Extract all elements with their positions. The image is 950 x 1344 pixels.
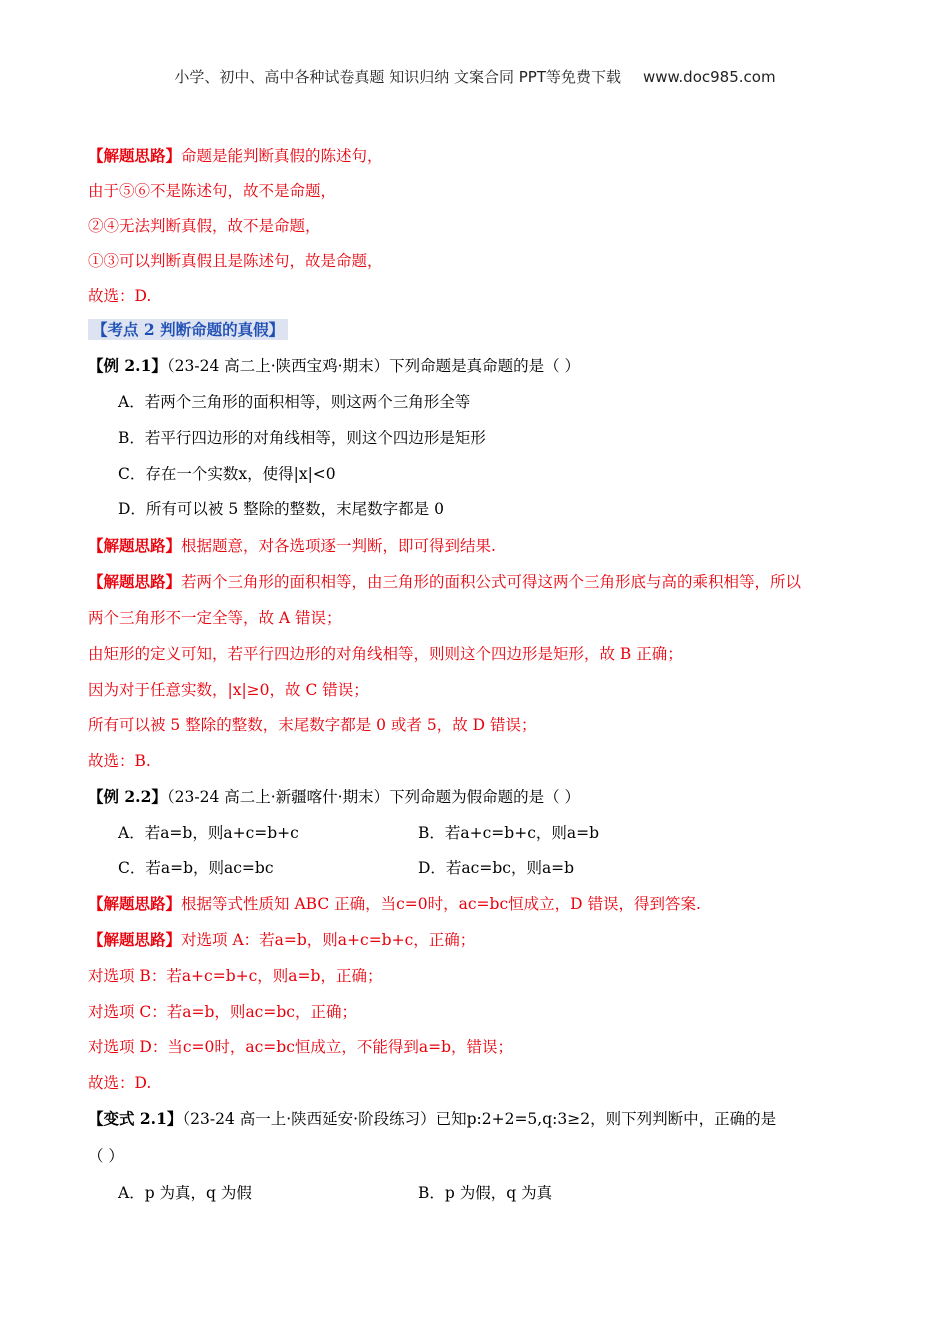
example-question xyxy=(88,355,580,377)
solution-line: ①③可以判断真假且是陈述句，故是命题， xyxy=(88,252,383,270)
option-a: A．若a=b，则a+c=b+c xyxy=(118,824,299,842)
solution-line xyxy=(88,535,496,557)
header-text: 小学、初中、高中各种试卷真题 知识归纳 文案合同 PPT等免费下载 xyxy=(174,68,621,86)
question-text: （23-24 高二上·新疆喀什·期末）下列命题为假命题的是（ ） xyxy=(166,788,581,806)
solution-line: 因为对于任意实数，|x|≥0，故 C 错误； xyxy=(88,681,369,699)
kaodian-label: 【考点 2 判断命题的真假】 xyxy=(88,319,288,340)
solution-line: 两个三角形不一定全等，故 A 错误； xyxy=(88,609,342,627)
option-c: C．若a=b，则ac=bc xyxy=(118,859,274,877)
solution-text: 根据题意，对各选项逐一判断，即可得到结果. xyxy=(181,537,496,555)
solution-line: 对选项 C：若a=b，则ac=bc，正确； xyxy=(88,1003,357,1021)
solution-line xyxy=(88,145,383,167)
option-b: B．若平行四边形的对角线相等，则这个四边形是矩形 xyxy=(118,429,486,447)
solution-text: 根据等式性质知 ABC 正确，当c=0时，ac=bc恒成立，D 错误，得到答案. xyxy=(181,895,701,913)
option-b: B．若a+c=b+c，则a=b xyxy=(418,824,600,842)
solution-text: 命题是能判断真假的陈述句， xyxy=(181,147,383,165)
question-text: （23-24 高一上·陕西延安·阶段练习）已知p:2+2=5,q:3≥2，则下列判断中，正确的是 xyxy=(182,1110,777,1128)
solution-tag: 【解题思路】 xyxy=(88,536,182,555)
option-d: D．所有可以被 5 整除的整数，末尾数字都是 0 xyxy=(118,500,444,518)
solution-line: 由矩形的定义可知，若平行四边形的对角线相等，则则这个四边形是矩形，故 B 正确； xyxy=(88,645,683,663)
page-header xyxy=(0,66,950,87)
example-tag: 【例 2.2】 xyxy=(88,787,167,806)
option-a: A．p 为真，q 为假 xyxy=(118,1184,252,1202)
kaodian-heading xyxy=(88,319,288,341)
solution-line: 由于⑤⑥不是陈述句，故不是命题， xyxy=(88,182,337,200)
solution-line xyxy=(88,893,701,915)
solution-line xyxy=(88,929,475,951)
question-paren: （ ） xyxy=(88,1147,124,1165)
solution-line: 故选：D. xyxy=(88,1074,152,1092)
option-c: C．存在一个实数x，使得|x|<0 xyxy=(118,465,336,483)
variant-question xyxy=(88,1108,776,1130)
solution-line xyxy=(88,571,801,593)
solution-line: 对选项 B：若a+c=b+c，则a=b，正确； xyxy=(88,967,383,985)
option-d: D．若ac=bc，则a=b xyxy=(418,859,575,877)
solution-line: 所有可以被 5 整除的整数，末尾数字都是 0 或者 5，故 D 错误； xyxy=(88,716,537,734)
solution-line: 故选：D. xyxy=(88,287,152,305)
option-a: A．若两个三角形的面积相等，则这两个三角形全等 xyxy=(118,393,471,411)
solution-tag: 【解题思路】 xyxy=(88,930,182,949)
option-b: B．p 为假，q 为真 xyxy=(418,1184,553,1202)
solution-text: 若两个三角形的面积相等，由三角形的面积公式可得这两个三角形底与高的乘积相等，所以 xyxy=(181,573,802,591)
solution-line: 故选：B. xyxy=(88,752,151,770)
header-site: www.doc985.com xyxy=(642,68,776,86)
solution-tag: 【解题思路】 xyxy=(88,146,182,165)
solution-line: ②④无法判断真假，故不是命题， xyxy=(88,217,321,235)
example-tag: 【例 2.1】 xyxy=(88,356,167,375)
solution-tag: 【解题思路】 xyxy=(88,894,182,913)
example-question xyxy=(88,786,580,808)
solution-tag: 【解题思路】 xyxy=(88,572,182,591)
solution-line: 对选项 D：当c=0时，ac=bc恒成立，不能得到a=b，错误； xyxy=(88,1038,514,1056)
solution-text: 对选项 A：若a=b，则a+c=b+c，正确； xyxy=(181,931,476,949)
variant-tag: 【变式 2.1】 xyxy=(88,1109,183,1128)
question-text: （23-24 高二上·陕西宝鸡·期末）下列命题是真命题的是（ ） xyxy=(166,357,581,375)
